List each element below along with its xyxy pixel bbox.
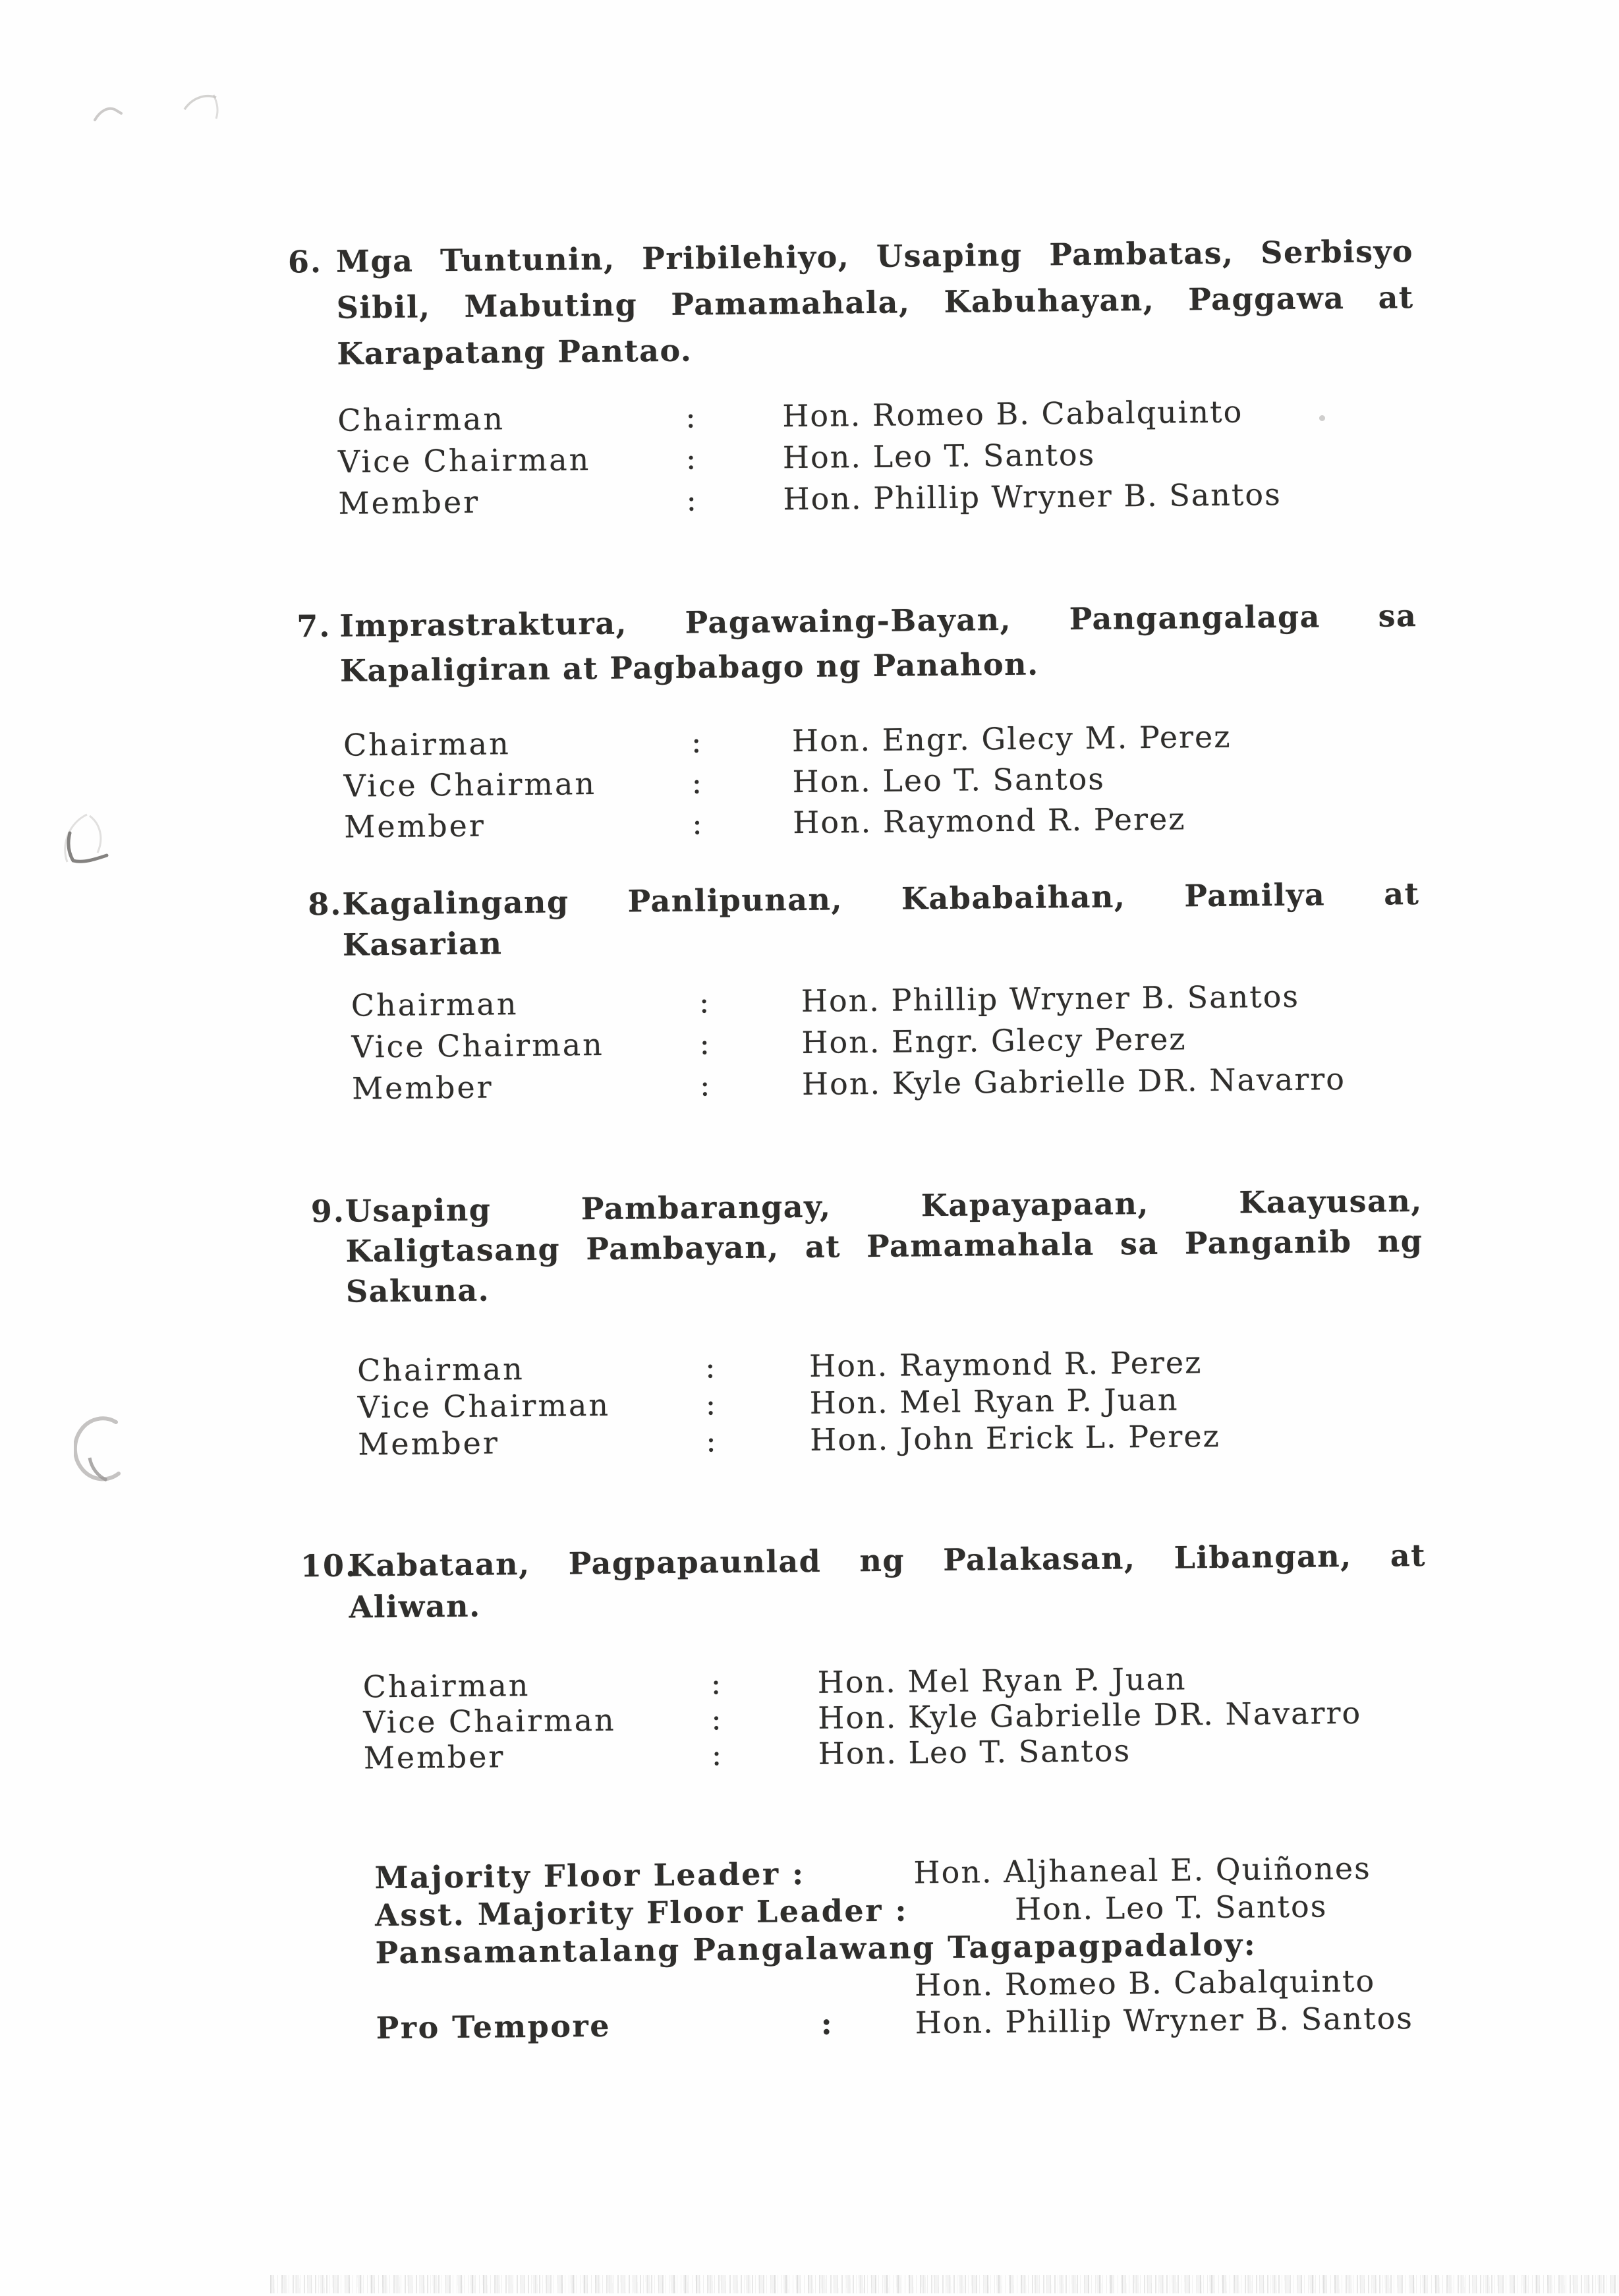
colon-separator: :	[699, 1067, 710, 1103]
member-name: Hon. Leo T. Santos	[792, 761, 1106, 800]
committee-heading-line: Sibil, Mabuting Pamamahala, Kabuhayan, Paggawa at	[336, 279, 1414, 326]
role-row	[362, 1659, 1619, 1705]
role-label: Chairman	[362, 1667, 530, 1705]
committee-heading-line: Kabataan, Pagpapaunlad ng Palakasan, Libangan, at	[348, 1537, 1427, 1584]
colon-separator: :	[699, 1025, 710, 1062]
committee-heading-line: Aliwan.	[349, 1588, 481, 1625]
colon-separator: :	[698, 984, 710, 1020]
section-number: 7.	[297, 608, 331, 645]
pencil-mark-squiggle-2	[179, 90, 227, 129]
role-label: Chairman	[351, 986, 519, 1023]
committee-heading-line: Kasarian	[342, 925, 503, 963]
committee-heading-line: Kapaligiran at Pagbabago ng Panahon.	[339, 646, 1039, 689]
colon-separator: :	[711, 1736, 722, 1773]
member-name: Hon. Leo T. Santos	[818, 1733, 1131, 1771]
member-name: Hon. Raymond R. Perez	[809, 1344, 1203, 1384]
section-number: 10.	[300, 1547, 358, 1584]
leadership-name: Hon. Romeo B. Cabalquinto	[914, 1963, 1376, 2003]
role-label: Vice Chairman	[343, 765, 597, 804]
pencil-mark-check	[55, 805, 154, 891]
colon-separator: :	[704, 1349, 716, 1385]
colon-separator: :	[685, 440, 696, 476]
role-label: Member	[363, 1738, 505, 1776]
member-name: Hon. Phillip Wryner B. Santos	[783, 476, 1282, 517]
role-label: Member	[357, 1425, 500, 1462]
committee-heading-line: Karapatang Pantao.	[337, 332, 693, 372]
member-name: Hon. Engr. Glecy Perez	[801, 1021, 1187, 1061]
committee-heading-line: Sakuna.	[345, 1272, 490, 1309]
role-label: Member	[343, 807, 486, 845]
section-number: 8.	[308, 886, 343, 923]
colon-separator: :	[691, 764, 702, 801]
colon-separator: :	[705, 1386, 716, 1422]
member-name: Hon. Engr. Glecy M. Perez	[791, 718, 1232, 759]
colon-separator: :	[820, 2005, 832, 2042]
member-name: Hon. Raymond R. Perez	[792, 801, 1186, 841]
heading-lines	[349, 1535, 1427, 1628]
colon-separator: :	[686, 482, 697, 518]
role-label: Chairman	[343, 726, 511, 763]
committee-heading-line: Usaping Pambarangay, Kapayapaan, Kaayusan,	[345, 1182, 1423, 1229]
committee-heading-line: Imprastraktura, Pagawaing-Bayan, Pangangalaga sa	[339, 598, 1417, 644]
role-label: Vice Chairman	[337, 442, 591, 480]
leadership-name: Hon. Phillip Wryner B. Santos	[915, 2000, 1414, 2041]
colon-separator: :	[711, 1701, 722, 1737]
committee-roles	[362, 1659, 1619, 1776]
colon-separator: :	[691, 724, 702, 760]
member-name: Hon. Leo T. Santos	[782, 436, 1096, 476]
colon-separator: :	[705, 1423, 716, 1459]
member-name: Hon. John Erick L. Perez	[809, 1418, 1221, 1458]
committee-heading-line: Kaligtasang Pambayan, at Pamamahala sa Panganib ng	[345, 1222, 1423, 1269]
committee-heading-line: Kagalingang Panlipunan, Kababaihan, Pamilya at	[342, 876, 1420, 922]
pencil-mark-squiggle	[91, 99, 130, 129]
leadership-label: Asst. Majority Floor Leader :	[374, 1892, 909, 1934]
leadership-name: Hon. Leo T. Santos	[1014, 1888, 1328, 1927]
scan-noise-band	[270, 2275, 1619, 2293]
leadership-label: Pansamantalang Pangalawang Tagapagpadaloy:	[375, 1926, 1257, 1971]
member-name: Hon. Mel Ryan P. Juan	[817, 1661, 1187, 1700]
member-name: Hon. Romeo B. Cabalquinto	[782, 393, 1243, 434]
role-label: Member	[338, 484, 480, 521]
role-label: Member	[351, 1069, 494, 1106]
role-label: Chairman	[337, 401, 505, 438]
section-number: 9.	[310, 1193, 346, 1230]
leadership-label: Majority Floor Leader :	[374, 1856, 805, 1896]
committee-heading	[0, 1533, 1615, 1625]
role-label: Vice Chairman	[357, 1387, 611, 1425]
leadership-name: Hon. Aljhaneal E. Quiñones	[913, 1850, 1371, 1891]
section-number: 6.	[287, 243, 323, 280]
member-name: Hon. Phillip Wryner B. Santos	[801, 978, 1300, 1019]
role-label: Chairman	[356, 1351, 525, 1389]
role-label: Vice Chairman	[363, 1702, 616, 1740]
member-name: Hon. Mel Ryan P. Juan	[809, 1381, 1179, 1421]
leadership-label: Pro Tempore	[376, 2007, 611, 2046]
pencil-mark-crescent	[74, 1416, 142, 1489]
colon-separator: :	[691, 805, 702, 842]
member-name: Hon. Kyle Gabrielle DR. Navarro	[801, 1061, 1346, 1103]
role-label: Vice Chairman	[351, 1026, 605, 1065]
colon-separator: :	[710, 1665, 722, 1702]
member-name: Hon. Kyle Gabrielle DR. Navarro	[817, 1694, 1362, 1736]
colon-separator: :	[685, 399, 696, 435]
scan-speck	[1319, 415, 1325, 421]
committee-heading-line: Mga Tuntunin, Pribilehiyo, Usaping Pambatas, Serbisyo	[335, 233, 1414, 279]
